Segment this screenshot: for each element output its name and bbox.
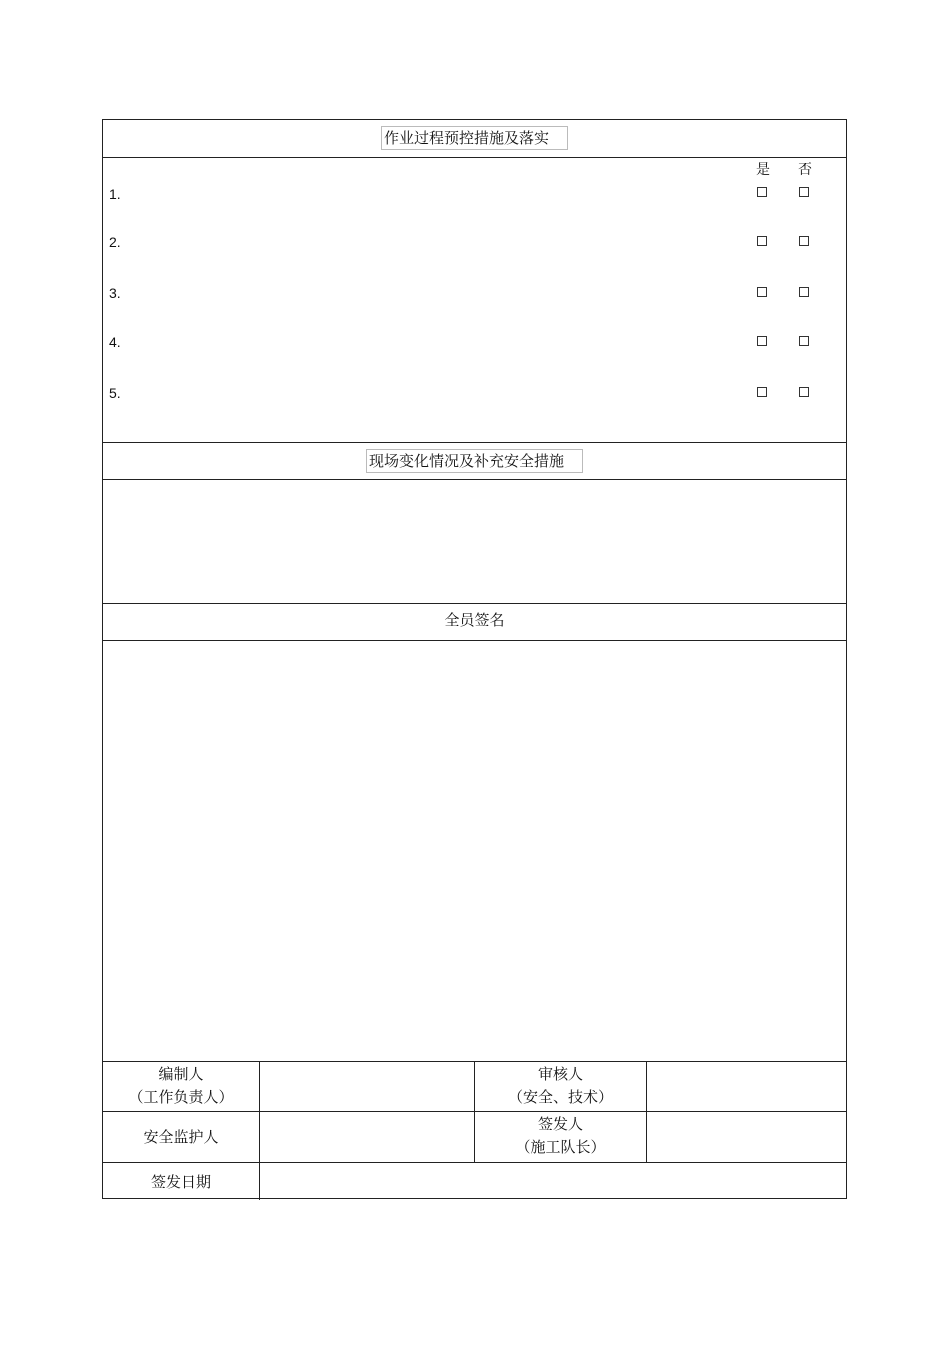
section-site-changes-title: 现场变化情况及补充安全措施: [366, 449, 583, 473]
no-checkbox[interactable]: [799, 287, 809, 297]
section-signatures-title: 全员签名: [444, 611, 505, 629]
yes-checkbox[interactable]: [757, 336, 767, 346]
work-ticket-form: [102, 119, 847, 1199]
divider: [103, 603, 846, 604]
section-precontrol-title: 作业过程预控措施及落实: [381, 126, 568, 150]
divider: [103, 442, 846, 443]
site-changes-field[interactable]: [103, 480, 846, 603]
no-checkbox[interactable]: [799, 336, 809, 346]
yes-checkbox[interactable]: [757, 287, 767, 297]
section-site-changes-header: [103, 449, 846, 473]
issue-date-label: 签发日期: [150, 1173, 211, 1191]
yes-column-label: 是: [756, 162, 770, 178]
section-signatures-header: [103, 610, 846, 630]
section-precontrol-header: [103, 126, 846, 150]
compiler-label: 编制人 （工作负责人）: [128, 1065, 234, 1106]
safety-supervisor-field[interactable]: [260, 1112, 474, 1162]
item-number: 5.: [109, 385, 121, 401]
item-number: 4.: [109, 334, 121, 350]
all-staff-signature-area[interactable]: [103, 641, 846, 1061]
item-number: 1.: [109, 186, 121, 202]
no-checkbox[interactable]: [799, 387, 809, 397]
item-number: 2.: [109, 234, 121, 250]
yes-checkbox[interactable]: [757, 387, 767, 397]
compiler-field[interactable]: [260, 1062, 474, 1111]
reviewer-label: 审核人 （安全、技术）: [507, 1065, 613, 1106]
no-checkbox[interactable]: [799, 187, 809, 197]
yes-checkbox[interactable]: [757, 187, 767, 197]
yes-checkbox[interactable]: [757, 236, 767, 246]
no-column-label: 否: [798, 162, 812, 178]
issuer-label: 签发人 （施工队长）: [515, 1115, 606, 1156]
item-number: 3.: [109, 285, 121, 301]
issuer-field[interactable]: [647, 1112, 846, 1162]
divider: [103, 157, 846, 158]
reviewer-field[interactable]: [647, 1062, 846, 1111]
no-checkbox[interactable]: [799, 236, 809, 246]
safety-supervisor-label: 安全监护人: [143, 1128, 219, 1146]
issue-date-field[interactable]: [260, 1163, 846, 1198]
